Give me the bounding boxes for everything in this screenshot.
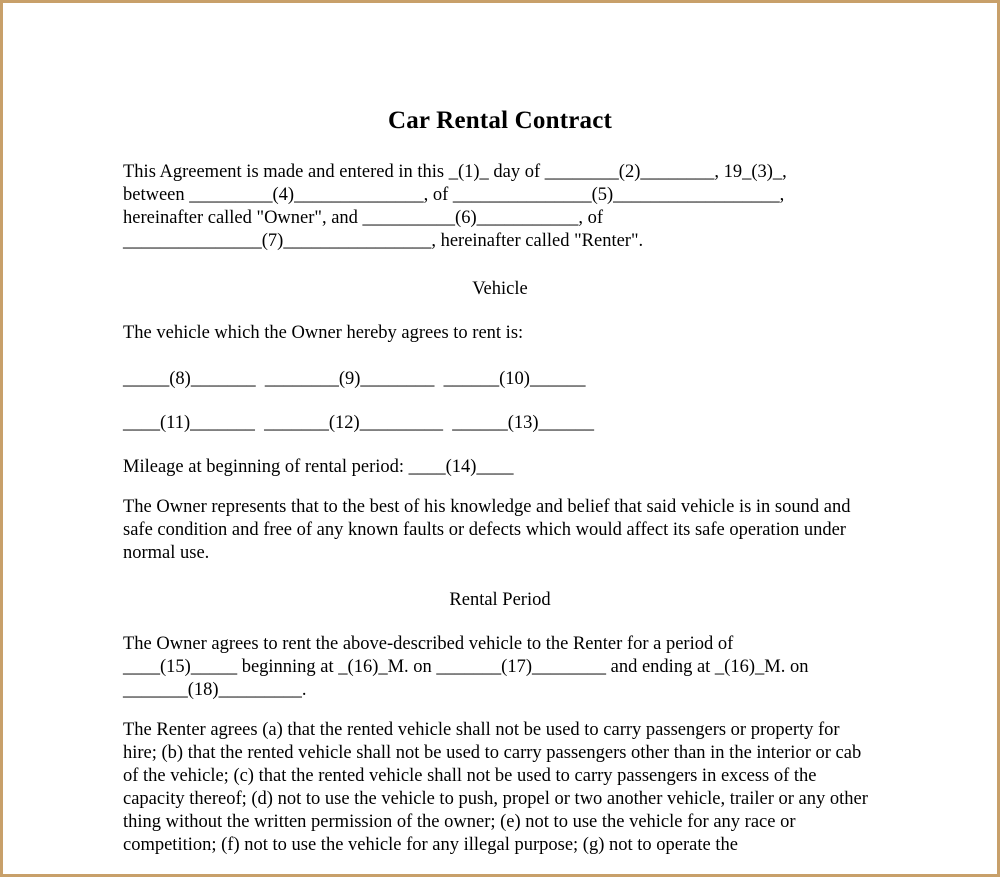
rental-period-line-3: _______(18)_________.: [123, 680, 307, 701]
intro-line-4: _______________(7)________________, hereinafter called "Renter".: [123, 230, 644, 251]
intro-line-1: This Agreement is made and entered in this _(1)_ day of ________(2)________, 19_(3)_,: [123, 162, 787, 182]
vehicle-blank-row-2: ____(11)_______ _______(12)_________ ______(13)______: [123, 412, 595, 433]
page-title: Car Rental Contract: [387, 107, 613, 134]
document-page: [3, 3, 997, 874]
intro-line-3: hereinafter called "Owner", and __________(6)___________, of: [123, 207, 604, 228]
rental-period-line-2: ____(15)_____ beginning at _(16)_M. on _______(17)________ and ending at _(16)_M. on: [123, 657, 809, 678]
vehicle-intro-text: The vehicle which the Owner hereby agrees to rent is:: [123, 322, 524, 343]
intro-line-2: between _________(4)______________, of _______________(5)__________________,: [123, 184, 785, 205]
mileage-line: Mileage at beginning of rental period: ____(14)____: [123, 456, 514, 477]
section-heading-vehicle: Vehicle: [472, 278, 528, 299]
vehicle-condition-paragraph: The Owner represents that to the best of his knowledge and belief that said vehicle is in sound and safe condition and free of any known faults or defects which would affect its safe operation under normal use.: [123, 496, 851, 563]
rental-period-paragraph: [123, 633, 877, 702]
vehicle-blank-row-1: _____(8)_______ ________(9)________ ______(10)______: [123, 368, 586, 389]
agreement-intro-paragraph: [123, 161, 877, 253]
rental-period-line-1: The Owner agrees to rent the above-described vehicle to the Renter for a period of: [123, 634, 734, 655]
section-heading-rental-period: Rental Period: [449, 590, 551, 611]
renter-restrictions-paragraph: The Renter agrees (a) that the rented vehicle shall not be used to carry passengers or property for hire; (b) that the rented vehicle shall not be used to carry passengers other than in the interior or cab of the vehicle; (c) that the rented vehicle shall not be used to carry passengers in excess of the capacity thereof; (d) not to use the vehicle to push, propel or two another vehicle, trailer or any other thing without the written permission of the owner; (e) not to use the vehicle for any race or competition; (f) not to use the vehicle for any illegal purpose; (g) not to operate the: [123, 720, 868, 855]
